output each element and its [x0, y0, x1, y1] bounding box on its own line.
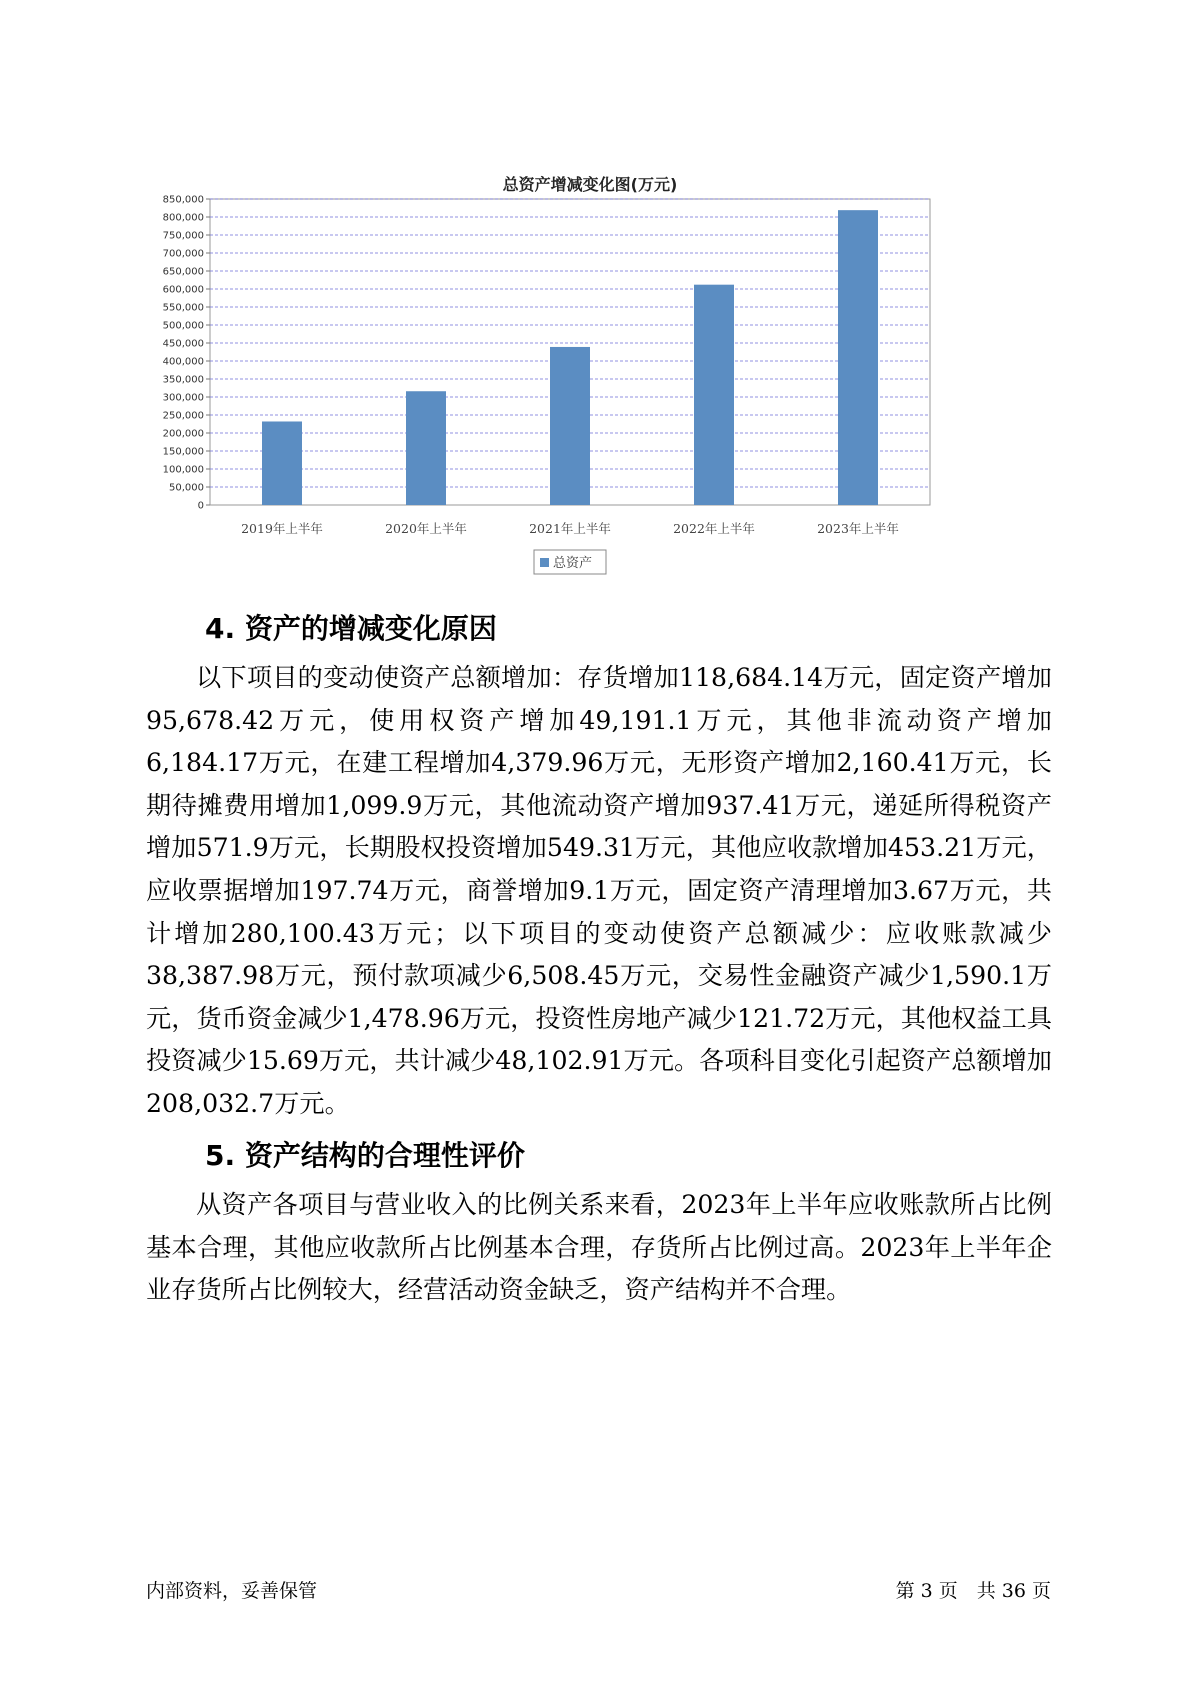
- bar-5: [838, 210, 878, 505]
- legend-swatch: [540, 558, 549, 567]
- x-tick-label: 2023年上半年: [817, 521, 899, 536]
- y-tick-label: 400,000: [162, 356, 204, 368]
- section-5-paragraph: 从资产各项目与营业收入的比例关系来看，2023年上半年应收账款所占比例基本合理，其他应收款所占比例基本合理，存货所占比例过高。2023年上半年企业存货所占比例较大，经营活动资金缺乏，资产结构并不合理。: [146, 1190, 1052, 1305]
- total-assets-chart: [150, 160, 1030, 630]
- bar-1: [262, 421, 302, 505]
- section-5-heading: 5. 资产结构的合理性评价: [205, 1139, 525, 1172]
- chart-canvas: [150, 160, 1030, 630]
- footer-confidential-note: 内部资料，妥善保管: [146, 1580, 318, 1602]
- y-tick-label: 550,000: [162, 302, 204, 314]
- section-4-heading: 4. 资产的增减变化原因: [205, 612, 497, 645]
- y-tick-label: 450,000: [162, 338, 204, 350]
- y-tick-label: 650,000: [162, 266, 204, 278]
- y-tick-label: 250,000: [162, 410, 204, 422]
- y-tick-label: 700,000: [162, 248, 204, 260]
- section-4-paragraph: 以下项目的变动使资产总额增加：存货增加118,684.14万元，固定资产增加95,678.42万元，使用权资产增加49,191.1万元，其他非流动资产增加6,184.17万元，在建工程增加4,379.96万元，无形资产增加2,160.41万元，长期待摊费用增加1,099.9万元，其他流动资产增加937.41万元，递延所得税资产增加571.9万元，长期股权投资增加549.31万元，其他应收款增加453.21万元，应收票据增加197.74万元，商誉增加9.1万元，固定资产清理增加3.67万元，共计增加280,100.43万元；以下项目的变动使资产总额减少：应收账款减少38,387.98万元，预付款项减少6,508.45万元，交易性金融资产减少1,590.1万元，货币资金减少1,478.96万元，投资性房地产减少121.72万元，其他权益工具投资减少15.69万元，共计减少48,102.91万元。各项科目变化引起资产总额增加208,032.7万元。: [146, 663, 1052, 1118]
- y-tick-label: 0: [197, 500, 204, 512]
- y-tick-label: 50,000: [169, 482, 204, 494]
- footer-page-number: 第 3 页 共 36 页: [895, 1580, 1051, 1602]
- y-tick-label: 350,000: [162, 374, 204, 386]
- y-tick-label: 300,000: [162, 392, 204, 404]
- x-tick-label: 2019年上半年: [241, 521, 323, 536]
- legend-label: 总资产: [553, 556, 593, 571]
- y-tick-label: 750,000: [162, 230, 204, 242]
- chart-title: 总资产增减变化图(万元): [502, 175, 678, 194]
- x-tick-label: 2021年上半年: [529, 521, 611, 536]
- y-tick-label: 150,000: [162, 446, 204, 458]
- bar-2: [406, 391, 446, 505]
- y-tick-label: 200,000: [162, 428, 204, 440]
- y-tick-label: 500,000: [162, 320, 204, 332]
- bar-3: [550, 347, 590, 505]
- x-tick-label: 2022年上半年: [673, 521, 755, 536]
- x-tick-label: 2020年上半年: [385, 521, 467, 536]
- y-tick-label: 850,000: [162, 194, 204, 206]
- y-tick-label: 600,000: [162, 284, 204, 296]
- y-tick-label: 800,000: [162, 212, 204, 224]
- bar-4: [694, 285, 734, 505]
- y-tick-label: 100,000: [162, 464, 204, 476]
